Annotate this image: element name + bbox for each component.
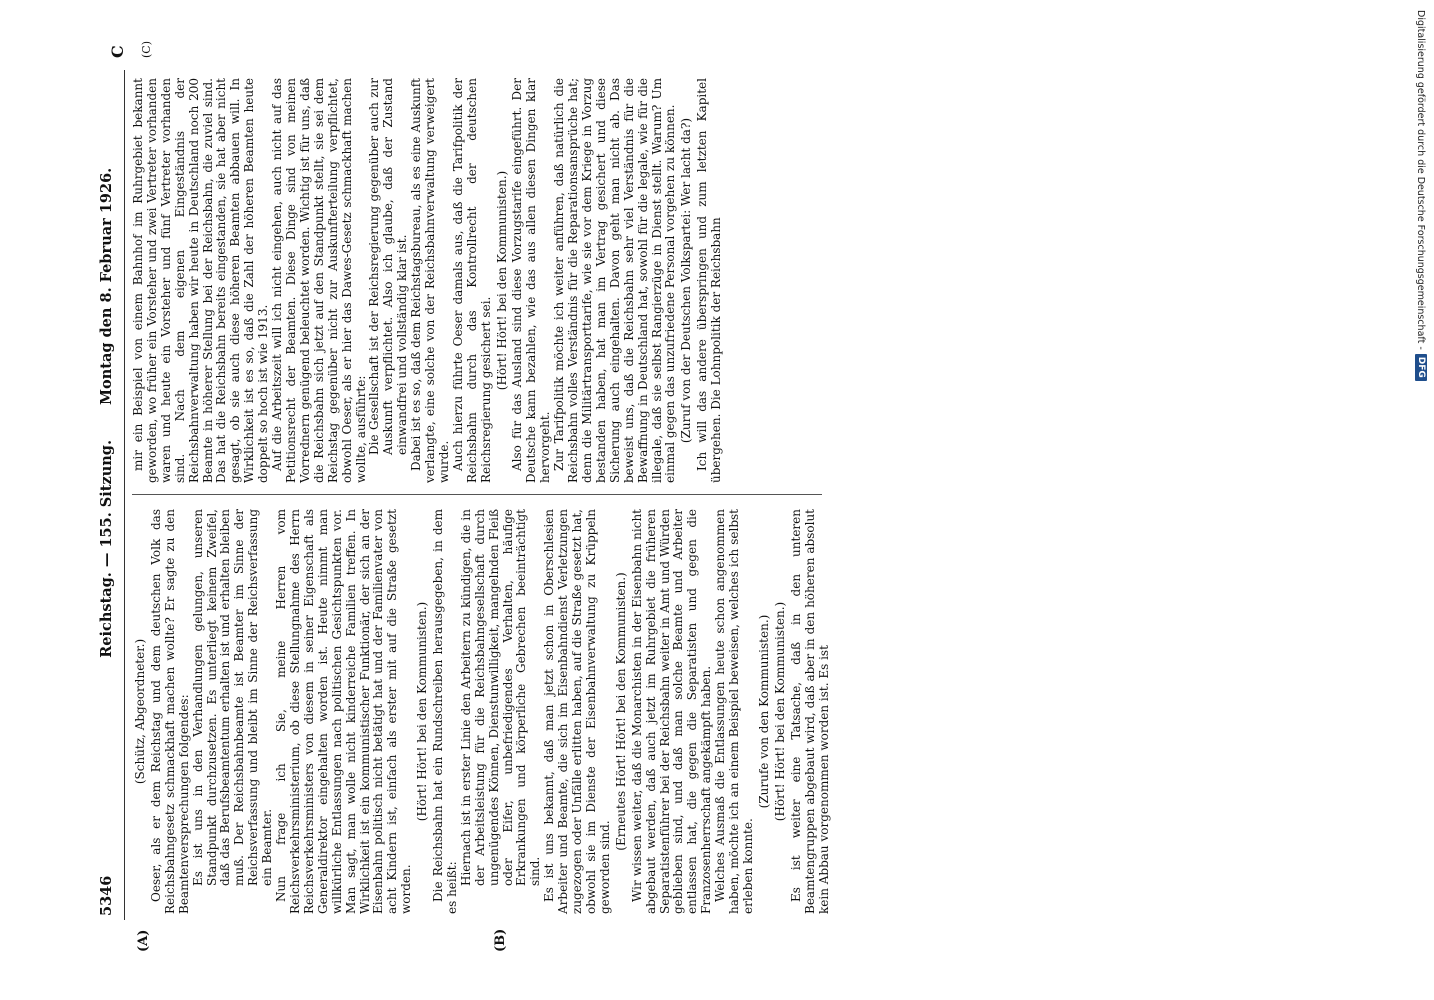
paragraph: Zur Tarifpolitik möchte ich weiter anführen, daß natürlich die Reichsbahn volles Verständnis für die Reparationsansprüche hat; denn die Militärtransporttarife, wie sie vor dem Kriege in Vorzug bestanden haben, hat man im Vertrag gesichert und diese Sicherung auch eingehalten. Davon geht man nicht ab. Das beweist uns, daß die Reichsbahn sehr viel Verständnis für die Bewaffnung in Deutschland hat, sowohl für die legale, wie für die illegale, daß sie selbst Rangierzüge in Dienst stellt. Warum? Um einmal gegen das unzufriedene Personal vorgehen zu können.	[552, 78, 678, 483]
margin-marker-b: (B)	[493, 928, 508, 952]
session-date: Montag den 8. Februar 1926.	[98, 167, 115, 405]
paragraph: Die Reichsbahn hat ein Rundschreiben herausgegeben, in dem es heißt:	[431, 509, 459, 914]
interjection: (Hört! Hört! bei den Kommunisten.)	[494, 170, 509, 391]
margin-marker-a: (A)	[136, 929, 151, 952]
session-title: Reichstag. — 155. Sitzung.	[98, 440, 115, 658]
digitization-credit	[1412, 10, 1430, 490]
page-number: 5346	[98, 875, 115, 916]
quote: Die Gesellschaft ist der Reichsregierung gegenüber auch zur Auskunft verpflichtet. Also ich glaube, daß der Zustand einwandfrei und vollständig klar ist.	[367, 78, 410, 455]
speaker-label: (Schütz, Abgeordneter.)	[133, 638, 147, 785]
paragraph: Auch hierzu führte Oeser damals aus, daß die Tarifpolitik der Reichsbahn durch das Kontrollrecht der deutschen Reichsregierung gesichert sei.	[450, 78, 493, 483]
interjection: (Zurufe von den Kommunisten.)	[756, 614, 771, 809]
paragraph: Ich will das andere überspringen und zum letzten Kapitel übergehen. Die Lohnpolitik der Reichsbahn	[695, 78, 724, 483]
digitization-credit-text: Digitalisierung gefördert durch die Deutsche Forschungsgemeinschaft -	[1415, 10, 1427, 350]
column-divider	[132, 494, 822, 495]
document-page	[98, 41, 831, 952]
interjection: (Zuruf von der Deutschen Volkspartei: Wer lacht da?)	[679, 117, 694, 444]
paragraph: Auf die Arbeitszeit will ich nicht eingehen, auch nicht auf das Petitionsrecht der Beamten. Diese Dinge sind von meinen Vorrednern genügend beleuchtet worden. Wichtig ist für uns, daß die Reichsbahn sich jetzt auf den Standpunkt stellt, sie sei dem Reichstag gegenüber nicht zur Auskunfterteilung verpflichtet, obwohl Oeser, als er hier das Dawes-Gesetz schmackhaft machen wollte, ausführte:	[270, 78, 368, 483]
page-header	[98, 70, 122, 920]
margin-marker-c: C	[108, 45, 127, 58]
interjection: (Hört! Hört! bei den Kommunisten.)	[772, 601, 787, 822]
text-column-right	[132, 78, 822, 483]
paragraph: mir ein Beispiel von einem Bahnhof im Ruhrgebiet bekannt geworden, wo früher ein Vorsteher und zwei Vertreter vorhanden waren und heute ein Vorsteher und fünf Vertreter vorhanden sind. Nach dem eigenen Eingeständnis der Reichsbahnverwaltung haben wir heute in Deutschland noch 200 Beamte in höherer Stellung bei der Reichsbahn, die zuviel sind. Das hat die Reichsbahn bereits eingestanden, sie hat aber nicht gesagt, ob sie auch diese höheren Beamten abbauen will. In Wirklichkeit ist es so, daß die Zahl der höheren Beamten heute doppelt so hoch ist wie 1913.	[131, 78, 271, 483]
paragraph: Wir wissen weiter, daß die Monarchisten in der Eisenbahn nicht abgebaut werden, daß auch jetzt im Ruhrgebiet die früheren Separatistenführer bei der Reichsbahn weiter in Amt und Würden geblieben sind, und daß man solche Beamte und Arbeiter entlassen hat, die gegen die Separatisten und gegen die Franzosenherrschaft angekämpft haben.	[629, 509, 714, 914]
paragraph: Also für das Ausland sind diese Vorzugstarife eingeführt. Der Deutsche kann bezahlen, wie das aus allen diesen Dingen klar hervorgeht.	[510, 78, 553, 483]
paragraph: Oeser, als er dem Reichstag und dem deutschen Volk das Reichsbahngesetz schmackhaft machen wollte? Er sagte zu den Beamtenversprechungen folgendes:	[148, 509, 191, 914]
margin-marker-c-small: (C)	[140, 41, 153, 58]
paragraph: Welches Ausmaß die Entlassungen heute schon angenommen haben, möchte ich an einem Beispiel beweisen, welches ich selbst erleben konnte.	[713, 509, 755, 914]
dfg-logo: DFG	[1415, 354, 1427, 381]
text-column-left	[132, 509, 831, 914]
paragraph: Es ist weiter eine Tatsache, daß in den unteren Beamtengruppen abgebaut wird, daß aber in den höheren absolut kein Abbau vorgenommen worden ist. Es ist	[788, 509, 831, 914]
header-rule	[124, 70, 125, 920]
paragraph: Es ist uns bekannt, daß man jetzt schon in Oberschlesien Arbeiter und Beamte, die sich im Eisenbahndienst Verletzungen zugezogen oder Unfälle erlitten haben, auf die Straße gesetzt hat, obwohl sie im Dienste der Eisenbahnverwaltung zu Krüppeln geworden sind.	[542, 509, 612, 914]
paragraph: Nun frage ich Sie, meine Herren vom Reichsverkehrsministerium, ob diese Stellungnahme des Herrn Reichsverkehrsministers von diesem in seiner Eigenschaft als Generaldirektor eingehalten worden ist. Heute nimmt man willkürliche Entlassungen nach politischen Gesichtspunkten vor. Man sagt, man wolle nicht kinderreiche Familien treffen. In Wirklichkeit ist ein kommunistischer Funktionär, der sich an der Eisenbahn politisch nicht betätigt hat und der Familienvater von acht Kindern ist, einfach als erster mit auf die Straße gesetzt worden.	[274, 509, 414, 914]
quote: Es ist uns in den Verhandlungen gelungen, unseren Standpunkt durchzusetzen. Es unterliegt keinem Zweifel, daß das Berufsbeamtentum erhalten ist und erhalten bleiben muß. Der Reichsbahnbeamte ist Beamter im Sinne der Reichsverfassung und bleibt im Sinne der Reichsverfassung ein Beamter.	[190, 509, 275, 886]
quote: Hiernach ist in erster Linie den Arbeitern zu kündigen, die in der Arbeitsleistung für die Reichsbahngesellschaft durch ungenügendes Können, Dienstunwilligkeit, mangelnden Fleiß oder Eifer, unbefriedigendes Verhalten, häufige Erkrankungen und körperliche Gebrechen beeinträchtigt sind.	[458, 509, 543, 886]
interjection: (Hört! Hört! bei den Kommunisten.)	[415, 601, 430, 822]
paragraph: Dabei ist es so, daß dem Reichstagsbureau, als es eine Auskunft verlangte, eine solche von der Reichsbahnverwaltung verweigert wurde.	[409, 78, 451, 483]
interjection: (Erneutes Hört! Hört! bei den Kommunisten.)	[613, 572, 628, 851]
